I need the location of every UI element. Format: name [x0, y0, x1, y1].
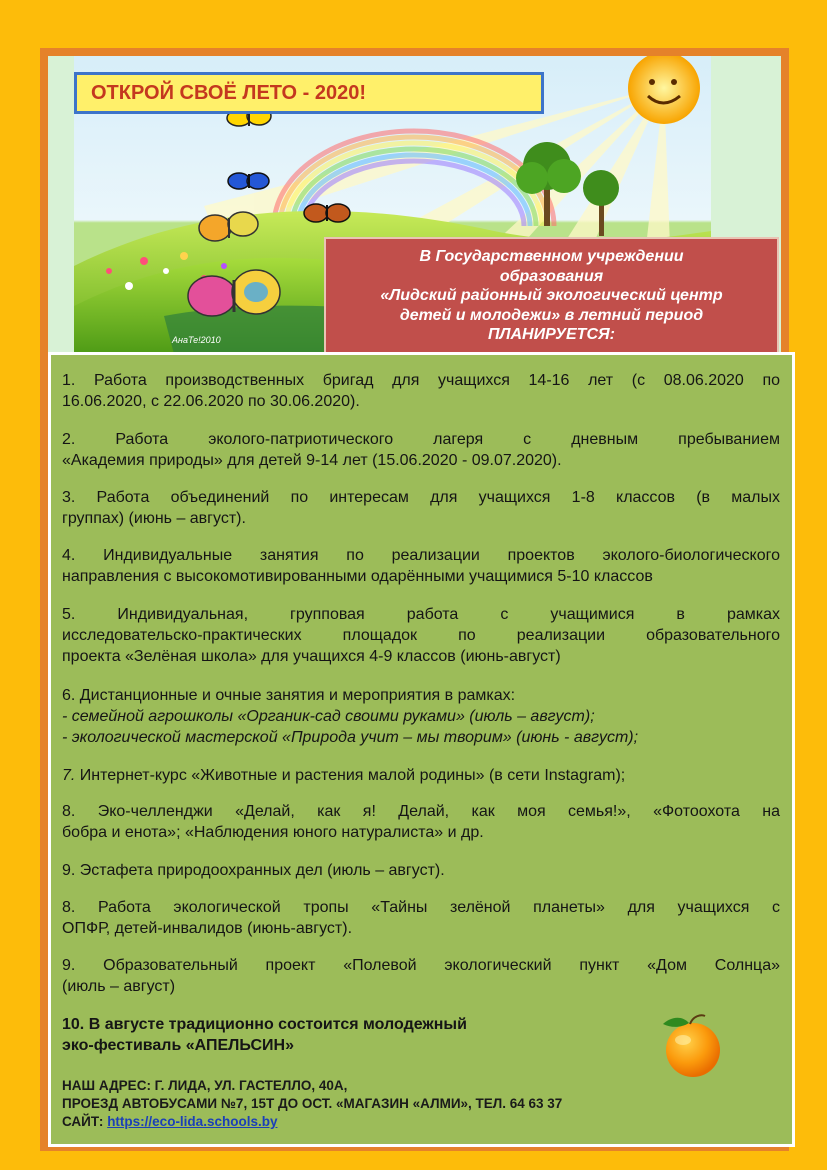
intro-line: детей и молодежи» в летний период	[399, 306, 704, 324]
intro-box	[324, 237, 779, 355]
plan-item-4: 4. Индивидуальные занятия по реализации проектов эколого-биологического направления с высокомотивированными одарёнными учащимися 5-10 классов	[62, 547, 780, 585]
intro-line: ПЛАНИРУЕТСЯ:	[487, 326, 615, 343]
address-line: НАШ АДРЕС: Г. ЛИДА, УЛ. ГАСТЕЛЛО, 40А,	[62, 1078, 348, 1093]
plan-item-11: 9. Образовательный проект «Полевой экологический пункт «Дом Солнца» (июль – август)	[62, 957, 780, 995]
page-title: ОТКРОЙ СВОЁ ЛЕТО - 2020!	[91, 82, 366, 104]
plan-item-8: 8. Эко-челленджи «Делай, как я! Делай, как моя семья!», «Фотоохота на бобра и енота»; «Наблюдения юного натуралиста» и др.	[62, 803, 780, 841]
plan-item-10: 8. Работа экологической тропы «Тайны зелёной планеты» для учащихся с ОПФР, детей-инвалидов (июнь-август).	[62, 899, 780, 937]
plan-item-2: 2. Работа эколого-патриотического лагеря с дневным пребыванием «Академия природы» для детей 9-14 лет (15.06.2020 - 09.07.2020).	[62, 431, 780, 469]
plan-item-5: 5. Индивидуальная, групповая работа с учащимися в рамках исследовательско-практических площадок по реализации образовательного проекта «Зелёная школа» для учащихся 4-9 классов (июнь-август)	[62, 606, 780, 665]
banner-watermark: АнаТе!2010	[172, 335, 221, 345]
plan-item-1: 1. Работа производственных бригад для учащихся 14-16 лет (с 08.06.2020 по 16.06.2020, с 22.06.2020 по 30.06.2020).	[62, 372, 780, 410]
site-line: САЙТ: https://eco-lida.schools.by	[62, 1114, 278, 1129]
plan-item-12: 10. В августе традиционно состоится молодежный эко-фестиваль «АПЕЛЬСИН»	[62, 1016, 467, 1054]
plan-item-6: 6. Дистанционные и очные занятия и мероприятия в рамках: - семейной агрошколы «Органик-сад своими руками» (июль – август); - экологической мастерской «Природа учит – мы творим» (июнь - август);	[62, 687, 639, 746]
intro-line: образования	[499, 267, 604, 285]
butterfly-icon	[228, 173, 269, 189]
plan-item-9: 9. Эстафета природоохранных дел (июль – август).	[62, 862, 445, 879]
orange-icon	[655, 1010, 725, 1080]
address-block	[62, 1077, 562, 1131]
intro-line: В Государственном учреждении	[419, 248, 684, 265]
butterfly-icon	[304, 204, 350, 222]
title-box	[74, 72, 544, 114]
plan-item-3: 3. Работа объединений по интересам для учащихся 1-8 классов (в малых группах) (июнь – август).	[62, 489, 780, 527]
site-link[interactable]: https://eco-lida.schools.by	[107, 1114, 278, 1129]
bus-line: ПРОЕЗД АВТОБУСАМИ №7, 15Т ДО ОСТ. «МАГАЗИН «АЛМИ», ТЕЛ. 64 63 37	[62, 1096, 563, 1111]
plan-item-7: 7. Интернет-курс «Животные и растения малой родины» (в сети Instagram);	[62, 767, 626, 784]
intro-line: «Лидский районный экологический центр	[380, 287, 723, 304]
